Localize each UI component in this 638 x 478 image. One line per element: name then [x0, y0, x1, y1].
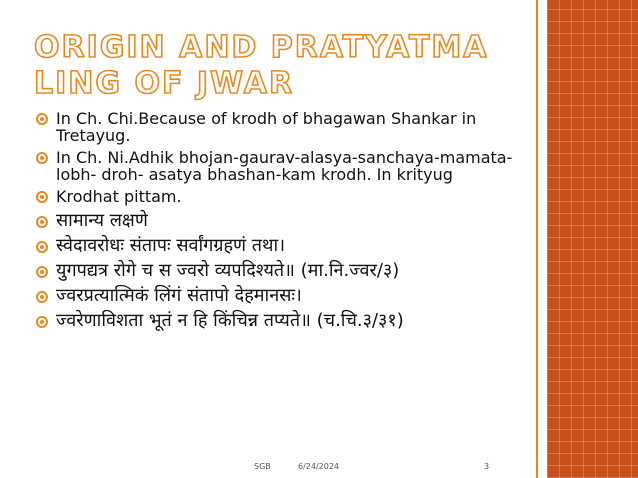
bullet-icon	[36, 241, 48, 253]
list-item	[34, 149, 524, 183]
list-item	[34, 235, 524, 257]
bullet-icon	[36, 191, 48, 203]
list-item-text: युगपद्यत्र रोगे च स ज्वरो व्यपदिश्यते॥ (मा.नि.ज्वर/३)	[56, 260, 400, 281]
side-divider	[536, 0, 538, 478]
list-item-text: सामान्य लक्षणे	[56, 210, 148, 231]
list-item-text: In Ch. Chi.Because of krodh of bhagawan Shankar in Tretayug.	[56, 109, 477, 145]
bullet-icon	[36, 152, 48, 164]
page-number: 3	[484, 462, 490, 471]
list-item	[34, 285, 524, 307]
list-item-text: ज्वरप्रत्यात्मिकं लिंगं संतापो देहमानसः।	[56, 285, 302, 306]
bullet-icon	[36, 291, 48, 303]
list-item-text: Krodhat pittam.	[56, 187, 182, 206]
list-item-text: ज्वरेणाविशता भूतं न हि किंचिन्न तप्यते॥ (च.चि.३/३१)	[56, 310, 404, 331]
list-item	[34, 110, 524, 144]
list-item	[34, 260, 524, 282]
bullet-icon	[36, 216, 48, 228]
slide-title: ORIGIN AND PRATYATMA LING OF JWAR	[34, 30, 489, 101]
bullet-icon	[36, 266, 48, 278]
list-item-text: स्वेदावरोधः संतापः सर्वांगग्रहणं तथा।	[56, 235, 286, 256]
list-item	[34, 310, 524, 332]
bullet-icon	[36, 316, 48, 328]
bullet-icon	[36, 113, 48, 125]
side-decor-panel	[547, 0, 638, 478]
bullet-list	[34, 110, 524, 335]
footer-date: 6/24/2024	[298, 462, 340, 471]
list-item	[34, 210, 524, 232]
footer-author: SGB	[254, 462, 271, 471]
list-item-text: In Ch. Ni.Adhik bhojan-gaurav-alasya-sanchaya-mamata- lobh- droh- asatya bhashan-kam krodh. In krityug	[56, 148, 513, 184]
list-item	[34, 188, 524, 205]
